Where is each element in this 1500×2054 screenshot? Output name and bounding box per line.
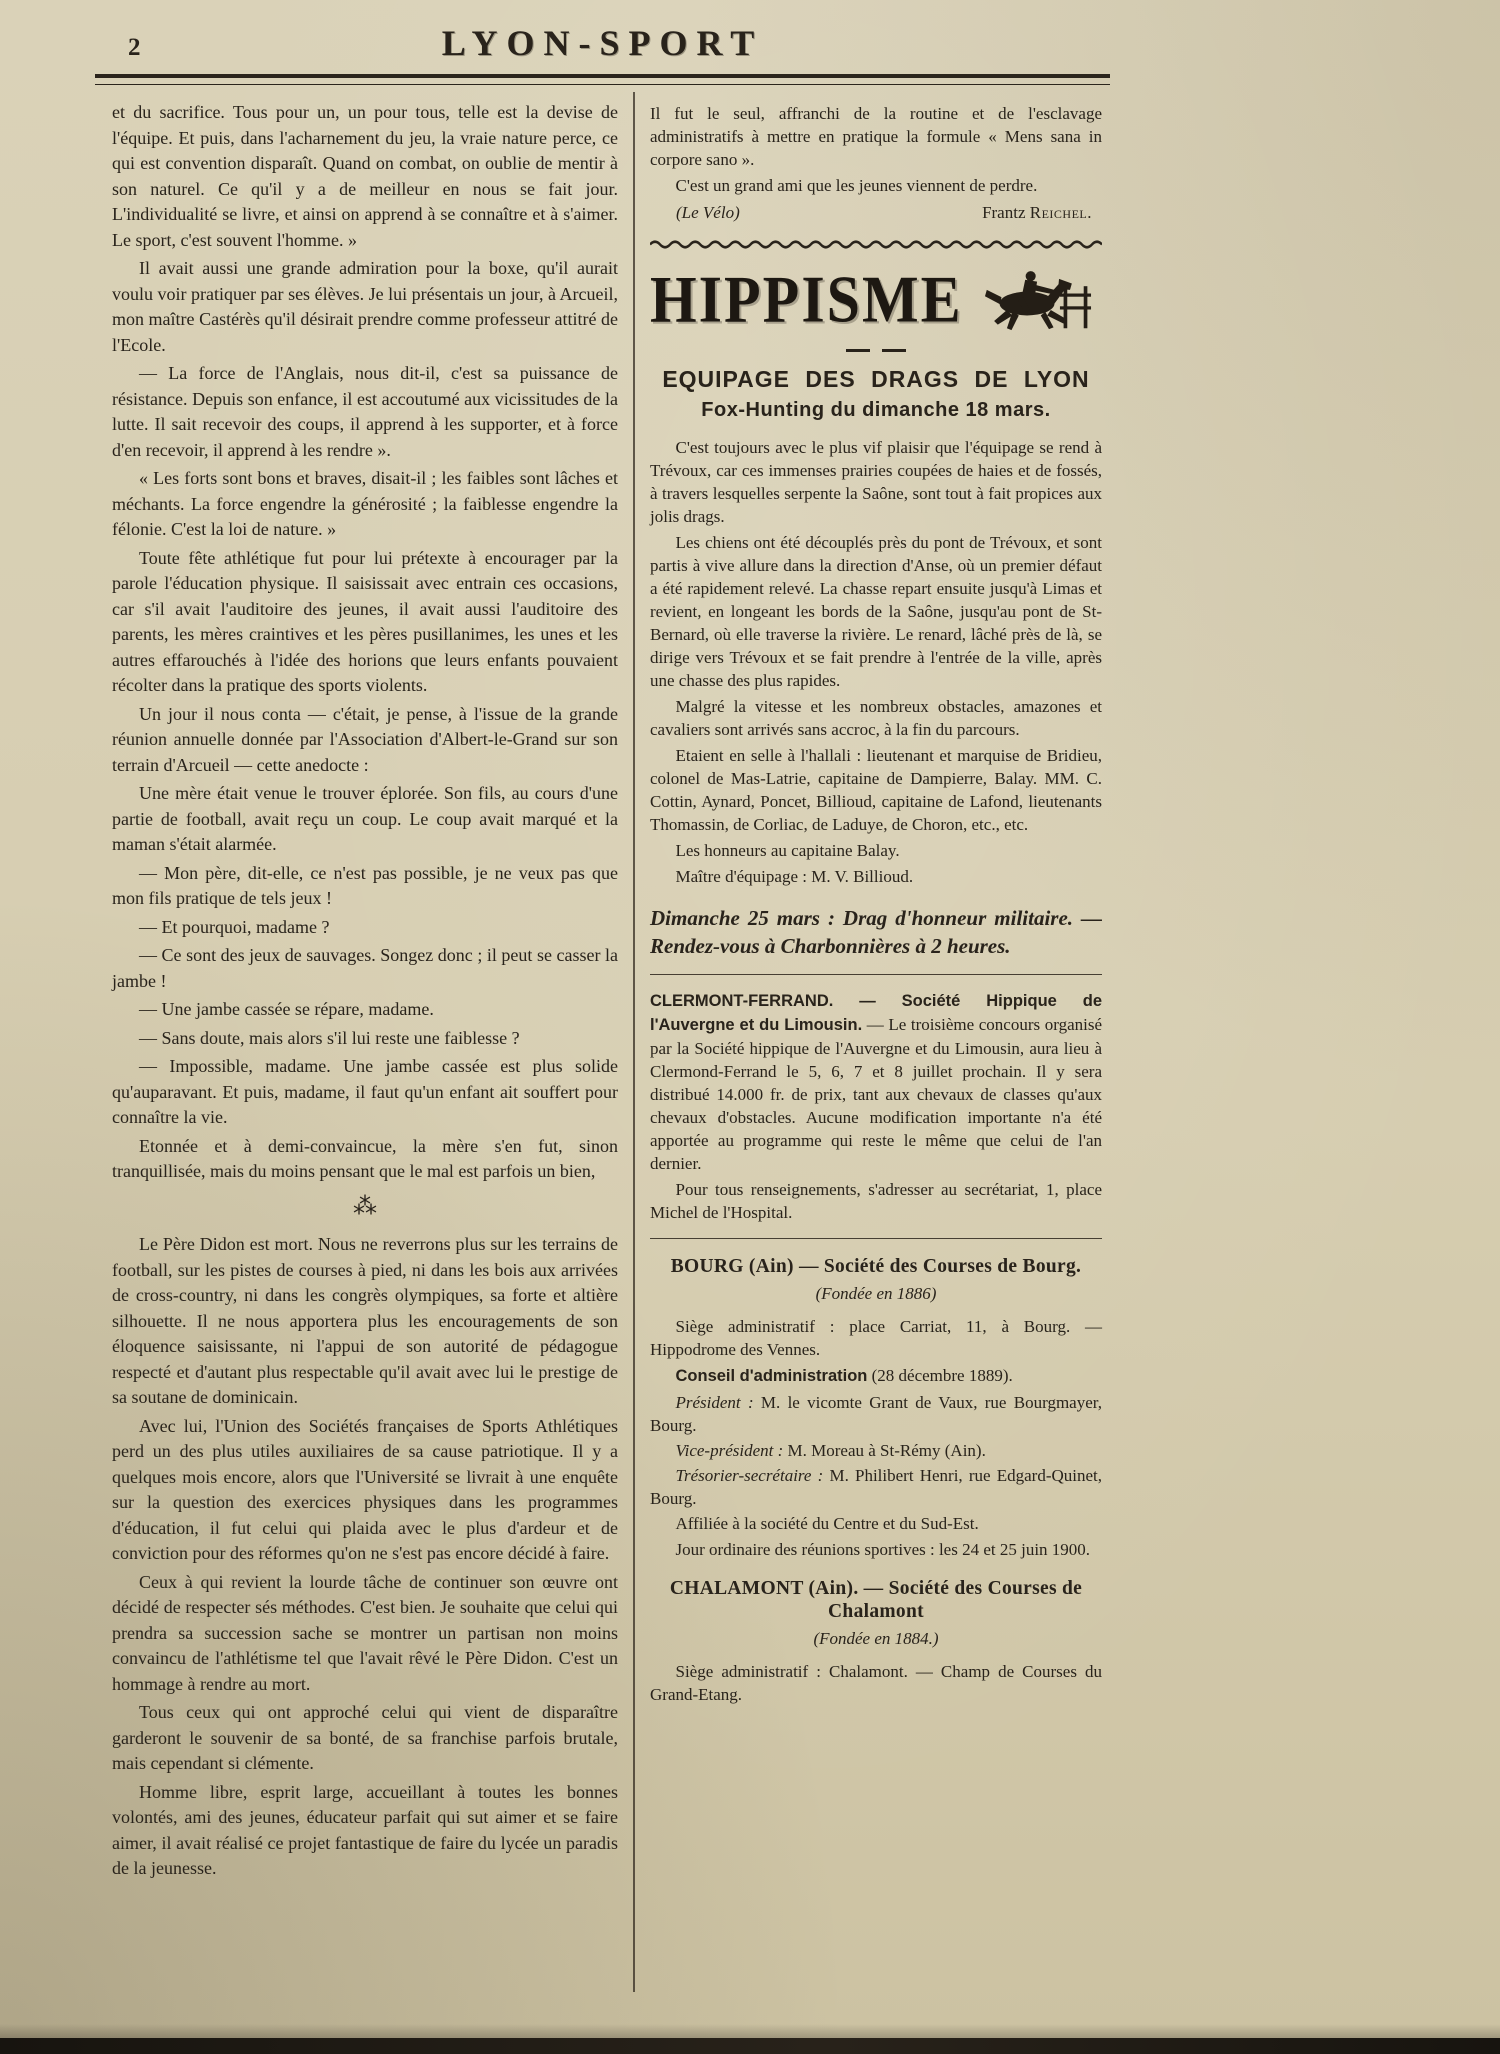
paragraph: Les chiens ont été découplés près du pont de Trévoux, et sont partis à vive allure dans la direction d'Anse, où un premier défaut a été rapidement relevé. La chasse repart ensuite jusqu'à Limas et revient, en longeant les bords de la Saône, jusqu'au pont de St-Bernard, où elle traverse la rivière. Le renard, lâché près de là, se dirige vers Trévoux et se fait prendre à l'entrée de la ville, après une chasse des plus rapides. (650, 533, 1102, 690)
scan-bottom-edge (0, 2038, 1500, 2054)
paragraph: et du sacrifice. Tous pour un, un pour tous, telle est la devise de l'équipe. Et puis, dans l'acharnement du jeu, la vraie nature perce, ce qui est convention disparaît. Quand on combat, on oublie de mentir à son naturel. Ce qu'il y a de meilleur en nous se fait jour. L'individualité se livre, et ainsi on apprend à se connaître et à s'aimer. Le sport, c'est souvent l'homme. » (112, 102, 618, 250)
article-subheading: Fox-Hunting du dimanche 18 mars. (701, 399, 1051, 421)
paragraph: Avec lui, l'Union des Sociétés françaises de Sports Athlétiques perd un des plus utiles auxiliaires de sa cause patriotique. Il y a quelques mois encore, alors que l'Université se livrait à une enquête sur la question des exercices physiques dans les programmes d'éducation, il fut celui qui plaida avec le plus d'ardeur et de conviction pour des réformes qu'on ne s'est pas encore décidé à faire. (112, 1415, 618, 1563)
paragraph (650, 989, 1102, 1175)
paragraph: — Ce sont des jeux de sauvages. Songez donc ; il peut se casser la jambe ! (112, 945, 618, 991)
paragraph: Malgré la vitesse et les nombreux obstacles, amazones et cavaliers sont arrivés sans accroc, à la fin du parcours. (650, 697, 1102, 739)
society-founded: (Fondée en 1886) (815, 1284, 937, 1303)
officer-name: M. Moreau à St-Rémy (Ain). (783, 1441, 986, 1460)
event-announcement: Dimanche 25 mars : Drag d'honneur militaire. — Rendez-vous à Charbonnières à 2 heures. (650, 906, 1102, 958)
horse-rider-icon (974, 261, 1102, 337)
paragraph: — Mon père, dit-elle, ce n'est pas possible, je ne veux pas que mon fils pratique de tels jeux ! (112, 862, 618, 908)
paragraph: Etonnée et à demi-convaincue, la mère s'en fut, sinon tranquillisée, mais du moins pensant que le mal est parfois un bien, (112, 1135, 618, 1181)
officer-row (650, 1439, 1102, 1462)
officer-row (650, 1391, 1102, 1437)
paragraph: Une mère était venue le trouver éplorée. Son fils, au cours d'une partie de football, avait reçu un coup. Le coup avait marqué et la maman s'était alarmée. (112, 783, 618, 854)
title-flourish (841, 349, 911, 352)
column-divider (633, 92, 635, 1992)
page-number: 2 (128, 34, 141, 61)
scan-bottom-shadow (0, 2024, 1500, 2038)
officer-role: Vice-président : (675, 1441, 784, 1460)
paragraph: — La force de l'Anglais, nous dit-il, c'est sa puissance de résistance. Depuis son enfance, il est accoutumé aux vicissitudes de la lutte. Il sait recevoir des coups, il apprend à les supporter, et à force d'en recevoir, il apprend à les rendre ». (112, 363, 618, 460)
society-heading-chalamont: CHALAMONT (Ain). — Société des Courses de Chalamont (669, 1578, 1083, 1622)
section-rule (650, 1238, 1102, 1239)
paragraph: Ceux à qui revient la lourde tâche de continuer son œuvre ont décidé de respecter sés méthodes. C'est bien. Je souhaite que celui qui prendra sa succession sache se montrer un partisan non moins convaincu de l'athlétisme tel que l'avait rêvé le Père Didon. C'est un hommage à rendre au mort. (112, 1571, 618, 1694)
paragraph: — Sans doute, mais alors s'il lui reste une faiblesse ? (139, 1027, 520, 1048)
officer-role: Trésorier-secrétaire : (675, 1466, 824, 1485)
paragraph (650, 1364, 1102, 1388)
paragraph: Le Père Didon est mort. Nous ne reverrons plus sur les terrains de football, sur les pistes de courses à pied, ni dans les bois aux arrivées de cross-country, ni dans les congrès olympiques, sa forte et altière silhouette. Il ne nous apportera plus les encouragements de son éloquence saisissante, ni l'appui de son autorité de pédagogue respecté et d'autant plus respectable qu'il avait avec lui le prestige de sa soutane de dominicain. (112, 1234, 618, 1407)
society-heading-bourg: BOURG (Ain) — Société des Courses de Bourg. (670, 1256, 1082, 1277)
paragraph: — Et pourquoi, madame ? (139, 916, 330, 937)
byline (650, 201, 1102, 224)
society-founded: (Fondée en 1884.) (813, 1629, 939, 1648)
hippisme-header (650, 261, 1102, 337)
masthead-rule (95, 74, 1110, 85)
paragraph: Affiliée à la société du Centre et du Sud-Est. (675, 1514, 979, 1533)
author-signature (982, 201, 1102, 224)
officer-role: Président : (675, 1393, 754, 1412)
paragraph: Siège administratif : Chalamont. — Champ de Courses du Grand-Etang. (650, 1662, 1102, 1704)
masthead-title: LYON-SPORT (441, 23, 764, 63)
paragraph: Etaient en selle à l'hallali : lieutenant et marquise de Bridieu, colonel de Mas-Latrie, capitaine de Dampierre, Balay. MM. C. Cottin, Aynard, Poncet, Billioud, capitaine de Lafond, lieutenants Thomassin, de Corliac, de Laduye, de Choron, etc., etc. (650, 746, 1102, 834)
officer-name: M. le vicomte Grant de Vaux, rue Bourgmayer, Bourg. (650, 1393, 1102, 1435)
officer-row (650, 1464, 1102, 1510)
paragraph: — Impossible, madame. Une jambe cassée est plus solide qu'auparavant. Et puis, madame, il faut qu'un enfant ait souffert pour connaître la vie. (112, 1056, 618, 1127)
right-column (650, 102, 1102, 1709)
paragraph: Pour tous renseignements, s'adresser au secrétariat, 1, place Michel de l'Hospital. (650, 1180, 1102, 1222)
paragraph: Siège administratif : place Carriat, 11, à Bourg. — Hippodrome des Vennes. (650, 1317, 1102, 1359)
left-column (112, 100, 618, 1885)
wavy-divider-icon (650, 238, 1102, 251)
council-date: (28 décembre 1889). (867, 1366, 1013, 1385)
section-rule (650, 974, 1102, 975)
author-first-name: Frantz (982, 203, 1026, 222)
paragraph: Jour ordinaire des réunions sportives : les 24 et 25 juin 1900. (675, 1540, 1091, 1559)
paragraph: C'est toujours avec le plus vif plaisir que l'équipage se rend à Trévoux, car ces immenses prairies coupées de haies et de fossés, à travers lesquelles serpente la Saône, sont tout à fait propices aux jolis drags. (650, 438, 1102, 526)
paragraph: Maître d'équipage : M. V. Billioud. (675, 867, 914, 886)
paragraph: Il fut le seul, affranchi de la routine et de l'esclavage administratifs à mettre en pratique la formule « Mens sana in corpore sano ». (650, 104, 1102, 169)
paragraph: Tous ceux qui ont approché celui qui vient de disparaître garderont le souvenir de sa bonté, de sa franchise parfois brutale, mais cependant si clémente. (112, 1702, 618, 1773)
source-credit: (Le Vélo) (676, 203, 740, 222)
paragraph: Toute fête athlétique fut pour lui prétexte à encourager par la parole l'éducation physique. Il saisissait avec entrain ces occasions, car s'il avait l'auditoire des jeunes, il avait aussi l'auditoire des parents, les mères craintives et les pères pusillanimes, les unes et les autres effarouchés à l'idée des horions que leurs enfants pouvaient récolter dans la pratique des sports violents. (112, 547, 618, 695)
asterism-icon: ⁂ (353, 1193, 377, 1220)
officer-name: M. Philibert Henri, rue Edgard-Quinet, Bourg. (650, 1466, 1102, 1508)
paragraph: Il avait aussi une grande admiration pour la boxe, qu'il aurait voulu voir pratiquer par ses élèves. Je lui présentais un jour, à Arcueil, mon maître Castérès qu'il désirait prendre comme professeur attitré de l'Ecole. (112, 258, 618, 355)
paragraph: Les honneurs au capitaine Balay. (675, 841, 900, 860)
paragraph: — Une jambe cassée se répare, madame. (139, 999, 434, 1019)
paragraph: « Les forts sont bons et braves, disait-il ; les faibles sont lâches et méchants. La force engendre la générosité ; la faiblesse engendre la félonie. C'est la loi de nature. » (112, 468, 618, 539)
news-lead: CLERMONT-FERRAND. — Société Hippique de l'Auvergne et du Limousin. (650, 992, 1102, 1034)
paragraph: Un jour il nous conta — c'était, je pense, à l'issue de la grande réunion annuelle donnée par l'Association d'Albert-le-Grand sur son terrain d'Arcueil — cette anedocte : (112, 703, 618, 775)
paragraph: Homme libre, esprit large, accueillant à toutes les bonnes volontés, ami des jeunes, éducateur parfait qui sut aimer et se faire aimer, il avait réalisé ce projet fantastique de faire du lycée un paradis de la jeunesse. (112, 1781, 618, 1878)
article-heading: EQUIPAGE DES DRAGS DE LYON (662, 366, 1090, 392)
council-lead: Conseil d'administration (675, 1367, 868, 1385)
author-last-name: Reichel. (1029, 203, 1092, 222)
news-body: — Le troisième concours organisé par la Société hippique de l'Auvergne et du Limousin, aura lieu à Clermond-Ferrand le 5, 6, 7 et 8 juillet prochain. Il y sera distribué 14.000 fr. de prix, tant aux chevaux de classes qu'aux chevaux d'obstacles. Aucune modification importante n'a été apportée au programme qui reste le même que celui de l'an dernier. (650, 1015, 1103, 1173)
section-title-hippisme: HIPPISME (650, 262, 963, 336)
paragraph: C'est un grand ami que les jeunes viennent de perdre. (675, 176, 1038, 195)
